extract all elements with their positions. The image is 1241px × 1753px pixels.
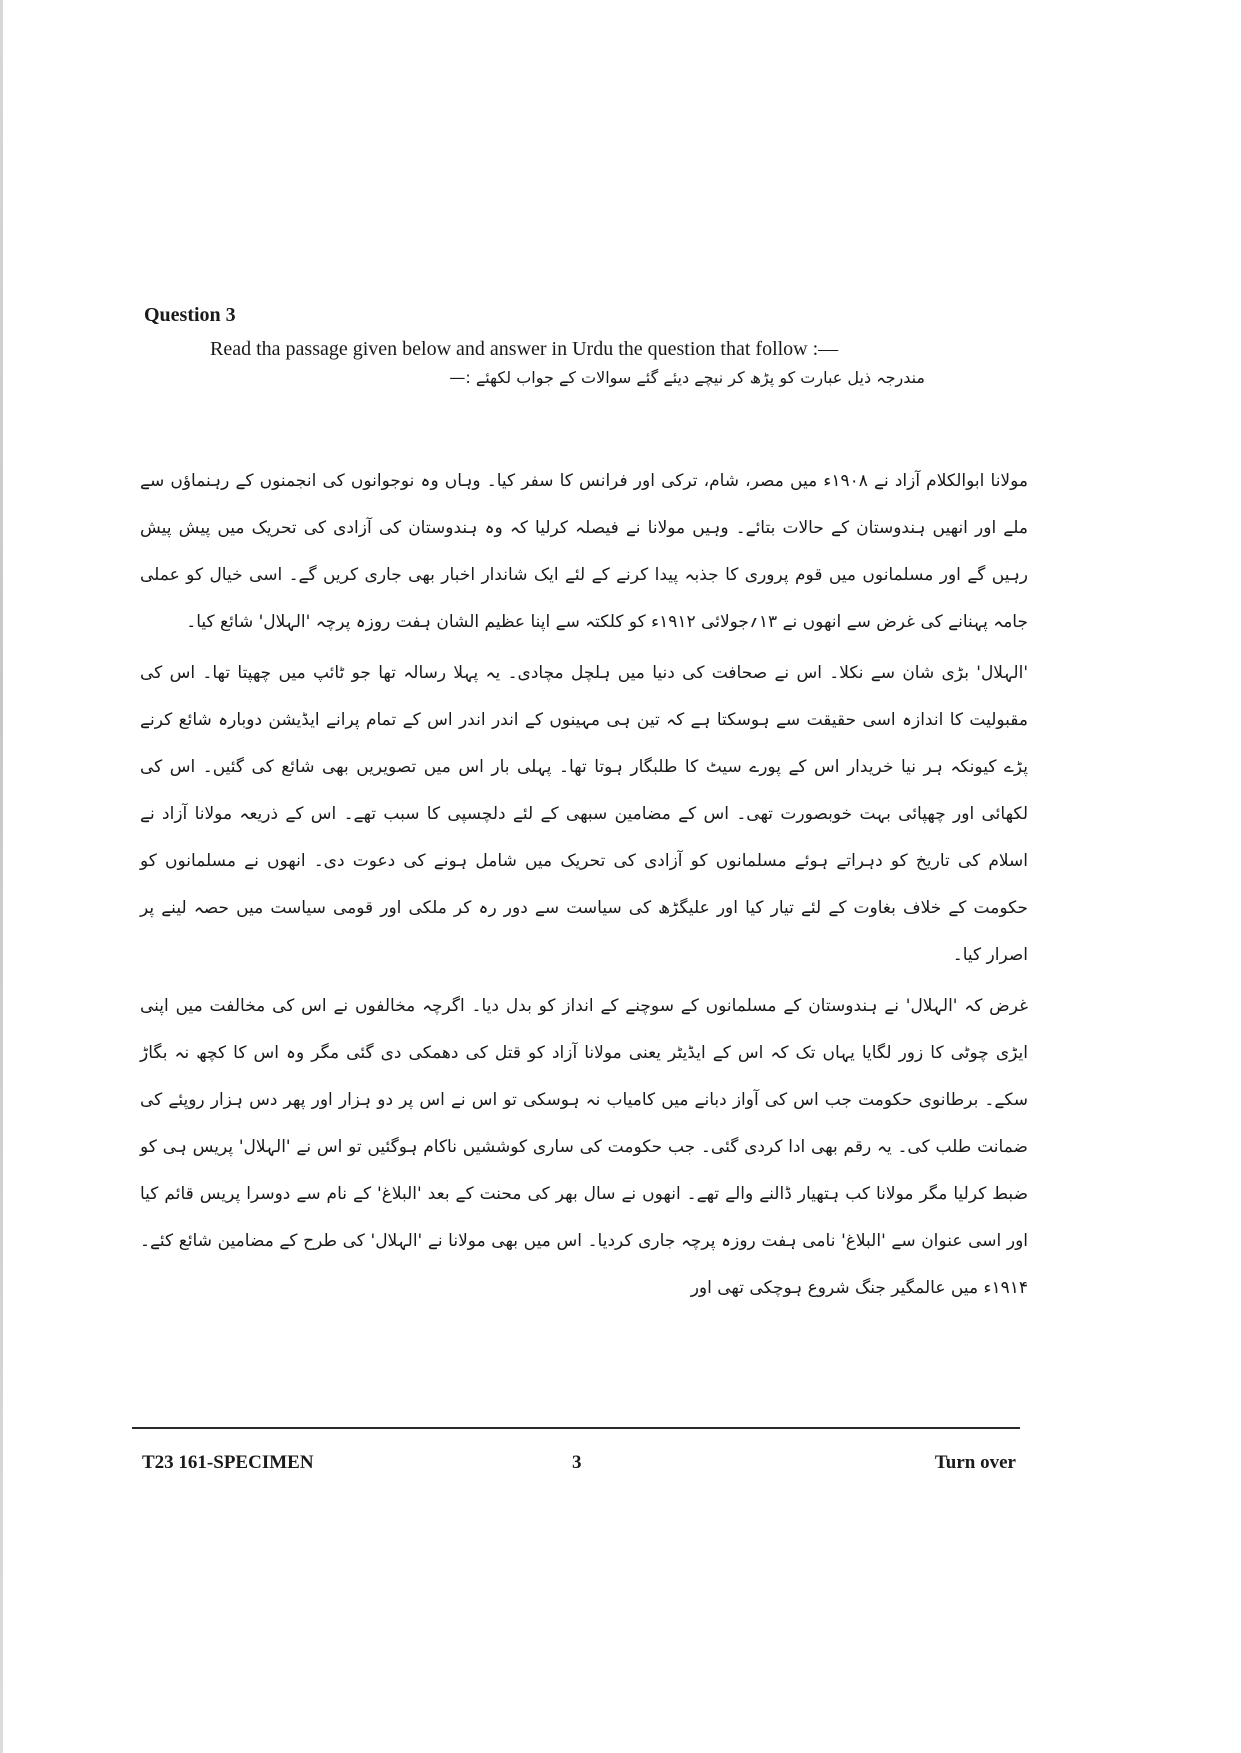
scan-edge — [0, 0, 3, 1753]
passage-paragraph-1: مولانا ابوالکلام آزاد نے ۱۹۰۸ء میں مصر، شام، ترکی اور فرانس کا سفر کیا۔ وہاں وہ نوجوانوں کی انجمنوں کے رہنماؤں سے ملے اور انھیں ہندوستان کے حالات بتائے۔ وہیں مولانا نے فیصلہ کرلیا کہ وہ ہندوستان کی آزادی کی تحریک میں پیش پیش رہیں گے اور مسلمانوں میں قوم پروری کا جذبہ پیدا کرنے کے لئے ایک شاندار اخبار بھی جاری کریں گے۔ اسی خیال کو عملی جامہ پہنانے کی غرض سے انھوں نے ۱۳؍جولائی ۱۹۱۲ء کو کلکتہ سے اپنا عظیم الشان ہفت روزہ پرچہ 'الہلال' شائع کیا۔ — [140, 471, 1029, 632]
instruction-urdu: مندرجہ ذیل عبارت کو پڑھ کر نیچے دیئے گئے سوالات کے جواب لکھئے :— — [449, 368, 925, 387]
turn-over-label: Turn over — [934, 1452, 1016, 1473]
question-title: Question 3 — [144, 304, 236, 326]
instruction-english: Read tha passage given below and answer in Urdu the question that follow :— — [210, 338, 839, 360]
page-number: 3 — [572, 1452, 582, 1473]
urdu-passage — [140, 458, 1028, 1316]
paper-code: T23 161-SPECIMEN — [142, 1452, 314, 1473]
page-footer — [132, 1452, 1020, 1480]
passage-paragraph-2: 'الہلال' بڑی شان سے نکلا۔ اس نے صحافت کی دنیا میں ہلچل مچادی۔ یہ پہلا رسالہ تھا جو ٹائپ میں چھپتا تھا۔ اس کی مقبولیت کا اندازہ اسی حقیقت سے ہوسکتا ہے کہ تین ہی مہینوں کے اندر اندر اس کے تمام پرانے ایڈیشن دوبارہ شائع کرنے پڑے کیونکہ ہر نیا خریدار اس کے پورے سیٹ کا طلبگار ہوتا تھا۔ پہلی بار اس میں تصویریں بھی شائع کی گئیں۔ اس کی لکھائی اور چھپائی بہت خوبصورت تھی۔ اس کے مضامین سبھی کے لئے دلچسپی کا سبب تھے۔ اس کے ذریعہ مولانا آزاد نے اسلام کی تاریخ کو دہراتے ہوئے مسلمانوں کو آزادی کی تحریک میں شامل ہونے کی دعوت دی۔ انھوں نے مسلمانوں کو حکومت کے خلاف بغاوت کے لئے تیار کیا اور علیگڑھ کی سیاست سے دور رہ کر ملکی اور قومی سیاست میں حصہ لینے پر اصرار کیا۔ — [140, 663, 1028, 965]
passage-paragraph-3: غرض کہ 'الہلال' نے ہندوستان کے مسلمانوں کے سوچنے کے انداز کو بدل دیا۔ اگرچہ مخالفوں نے اس کی مخالفت میں اپنی ایڑی چوٹی کا زور لگایا یہاں تک کہ اس کے ایڈیٹر یعنی مولانا آزاد کو قتل کی دھمکی دی گئی مگر وہ اس کا کچھ نہ بگاڑ سکے۔ برطانوی حکومت جب اس کی آواز دبانے میں کامیاب نہ ہوسکی تو اس نے اس پر دو ہزار اور پھر دس ہزار روپئے کی ضمانت طلب کی۔ یہ رقم بھی ادا کردی گئی۔ جب حکومت کی ساری کوششیں ناکام ہوگئیں تو اس نے 'الہلال' پریس ہی کو ضبط کرلیا مگر مولانا کب ہتھیار ڈالنے والے تھے۔ انھوں نے سال بھر کی محنت کے بعد 'البلاغ' کے نام سے دوسرا پریس قائم کیا اور اسی عنوان سے 'البلاغ' نامی ہفت روزہ پرچہ جاری کردیا۔ اس میں بھی مولانا نے 'الہلال' کی طرح کے مضامین شائع کئے۔ ۱۹۱۴ء میں عالمگیر جنگ شروع ہوچکی تھی اور — [140, 996, 1028, 1298]
footer-divider — [132, 1427, 1020, 1429]
